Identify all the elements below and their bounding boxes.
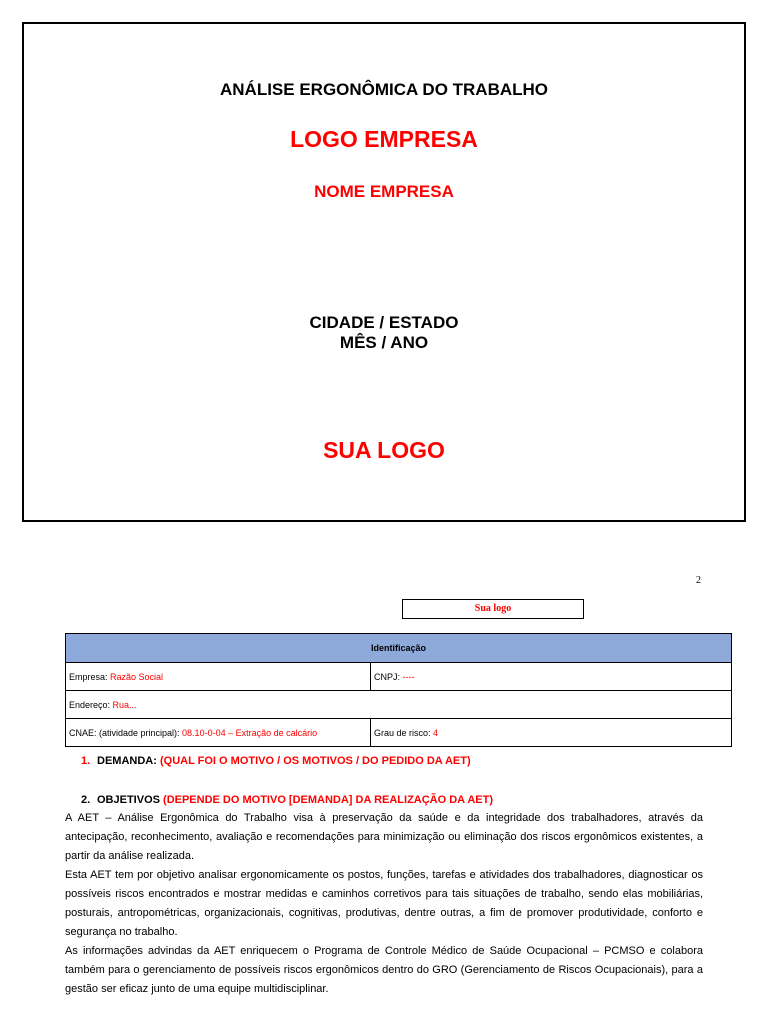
company-name: NOME EMPRESA bbox=[314, 182, 454, 201]
cnpj-cell bbox=[371, 663, 732, 691]
endereco-value: Rua... bbox=[112, 699, 137, 710]
section-title: DEMANDA bbox=[97, 755, 154, 767]
cover-page bbox=[22, 22, 746, 522]
section-number: 1. bbox=[81, 755, 91, 767]
objetivos-body bbox=[65, 809, 703, 999]
section-note: (DEPENDE DO MOTIVO [DEMANDA] DA REALIZAÇÃO DA AET) bbox=[163, 794, 494, 806]
cnae-label: CNAE: (atividade principal): bbox=[69, 727, 183, 738]
cnpj-label: CNPJ: bbox=[374, 671, 403, 682]
empresa-value: Razão Social bbox=[110, 671, 164, 682]
your-logo-placeholder: SUA LOGO bbox=[323, 437, 445, 463]
cnae-value: 08.10-0-04 – Extração de calcário bbox=[182, 727, 318, 738]
table-row bbox=[66, 663, 732, 691]
paragraph: As informações advindas da AET enriquecem o Programa de Controle Médico de Saúde Ocupacional – PCMSO e colabora também para o gerenciamento de possíveis riscos ergonômicos dentro do GRO (Gerenciamento de Riscos Ocupacionais), para a gestão ser eficaz junto de uma equipe multidisciplinar. bbox=[65, 945, 703, 995]
section-objetivos-heading bbox=[81, 794, 493, 806]
header-logo-box: Sua logo bbox=[402, 599, 584, 619]
cnae-cell bbox=[66, 719, 371, 747]
section-note: (QUAL FOI O MOTIVO / OS MOTIVOS / DO PEDIDO DA AET) bbox=[159, 755, 471, 767]
grau-risco-cell bbox=[371, 719, 732, 747]
paragraph: A AET – Análise Ergonômica do Trabalho visa à preservação da saúde e da integridade dos trabalhadores, através da antecipação, reconhecimento, avaliação e recomendações para minimização ou eliminação dos riscos ergonômicos existentes, a partir da análise realizada. bbox=[65, 812, 703, 862]
section-separator: : bbox=[153, 755, 160, 767]
endereco-label: Endereço: bbox=[69, 699, 113, 710]
cover-title: ANÁLISE ERGONÔMICA DO TRABALHO bbox=[219, 80, 549, 99]
company-logo-placeholder: LOGO EMPRESA bbox=[290, 126, 478, 152]
table-row bbox=[66, 719, 732, 747]
empresa-label: Empresa: bbox=[69, 671, 111, 682]
month-year: MÊS / ANO bbox=[339, 333, 429, 352]
empresa-cell bbox=[66, 663, 371, 691]
table-row bbox=[66, 691, 732, 719]
grau-risco-label: Grau de risco: bbox=[374, 727, 434, 738]
section-number: 2. bbox=[81, 794, 91, 806]
identification-table bbox=[65, 633, 732, 747]
page-number: 2 bbox=[696, 575, 701, 586]
section-demanda-heading bbox=[81, 755, 471, 767]
grau-risco-value: 4 bbox=[433, 727, 439, 738]
cnpj-value: ---- bbox=[402, 671, 415, 682]
identification-header: Identificação bbox=[66, 634, 732, 663]
endereco-cell bbox=[66, 691, 732, 719]
city-state: CIDADE / ESTADO bbox=[309, 313, 459, 332]
table-header-row bbox=[66, 634, 732, 663]
section-title: OBJETIVOS bbox=[97, 794, 160, 806]
paragraph: Esta AET tem por objetivo analisar ergonomicamente os postos, funções, tarefas e atividades dos trabalhadores, diagnosticar os possíveis riscos encontrados e mostrar medidas e caminhos corretivos para tais situações de trabalho, sendo elas mobiliárias, posturais, antropométricas, organizacionais, cognitivas, produtivas, dentre outras, a fim de promover produtividade, conforto e segurança no trabalho. bbox=[65, 869, 703, 938]
